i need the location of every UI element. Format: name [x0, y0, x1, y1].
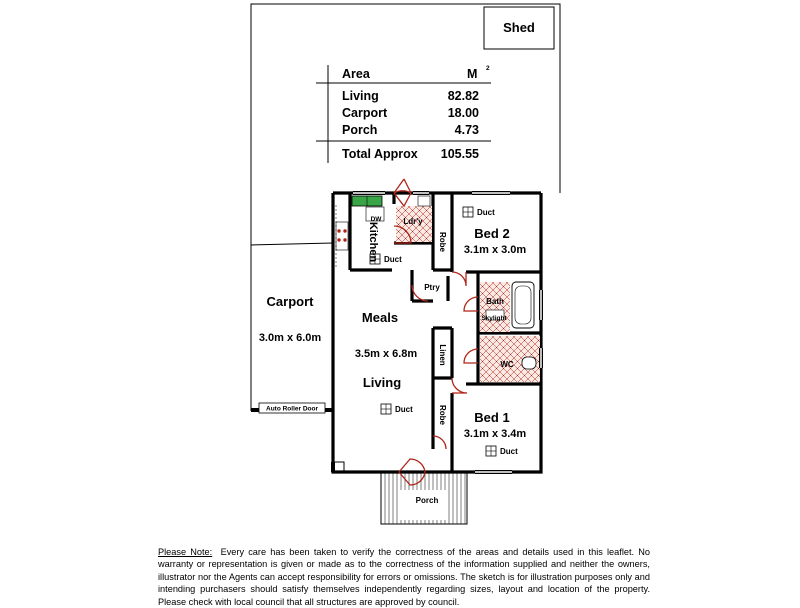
robe-top-label: Robe	[438, 232, 447, 252]
disclaimer-body: Every care has been taken to verify the correctness of the areas and details used in this leaflet. No warranty or representation is given or made as to the correctness of the information supplied and neither the owners, illustrator nor the Agents can accept responsibility for errors or omissions. The sketch is for illustration purposes only and intending purchasers should satisfy themselves independently regarding sizes, layout and location of the property. Please check with local council that all structures are approved by council.	[158, 547, 650, 607]
area-row-label: Carport	[342, 106, 388, 120]
duct-label: Duct	[384, 255, 402, 264]
bath-label: Bath	[486, 297, 504, 306]
bed2-label: Bed 2	[474, 226, 510, 241]
duct-label: Duct	[500, 447, 518, 456]
auto-roller-door-label: Auto Roller Door	[266, 405, 318, 413]
area-row-label: Living	[342, 89, 379, 103]
area-header-unit: M	[467, 67, 478, 81]
kitchen-label: Kitchen	[367, 221, 379, 263]
duct-label: Duct	[477, 208, 495, 217]
skylight-label: Skylight	[481, 315, 507, 322]
bed2-size: 3.1m x 3.0m	[463, 244, 527, 256]
pantry-label: Ptry	[424, 283, 440, 292]
linen-label: Linen	[438, 344, 447, 366]
dw-label: DW	[370, 216, 382, 223]
area-header-label: Area	[342, 67, 370, 81]
area-row-value: 4.73	[454, 123, 479, 137]
wc-label: WC	[500, 360, 514, 369]
carport-label: Carport	[266, 294, 314, 309]
laundry-label: Ldr'y	[403, 217, 423, 226]
area-row-label: Porch	[342, 123, 378, 137]
area-row-value: 82.82	[447, 89, 479, 103]
area-row-value: 18.00	[447, 106, 479, 120]
duct-label: Duct	[395, 405, 413, 414]
area-total-label: Total Approx	[342, 147, 418, 161]
fridge-space-icon	[418, 196, 430, 206]
area-header-unit-exp: 2	[486, 65, 490, 72]
living-size: 3.5m x 6.8m	[354, 348, 418, 360]
robe-bottom-label: Robe	[438, 405, 447, 425]
toilet-icon	[522, 357, 536, 369]
disclaimer	[158, 546, 650, 608]
bed1-label: Bed 1	[474, 410, 510, 425]
cooktop-icon	[336, 222, 348, 250]
disclaimer-heading: Please Note:	[158, 547, 213, 557]
living-label: Living	[362, 375, 402, 390]
shed-label: Shed	[503, 20, 535, 35]
area-total-value: 105.55	[440, 147, 479, 161]
carport	[251, 243, 333, 413]
duct-icon	[463, 207, 495, 217]
carport-size: 3.0m x 6.0m	[258, 332, 322, 344]
porch-label: Porch	[415, 496, 439, 505]
duct-icon	[486, 446, 518, 456]
meals-label: Meals	[361, 310, 399, 325]
bed1-size: 3.1m x 3.4m	[463, 428, 527, 440]
area-table	[316, 65, 491, 163]
duct-icon	[381, 404, 413, 414]
porch	[381, 472, 467, 524]
